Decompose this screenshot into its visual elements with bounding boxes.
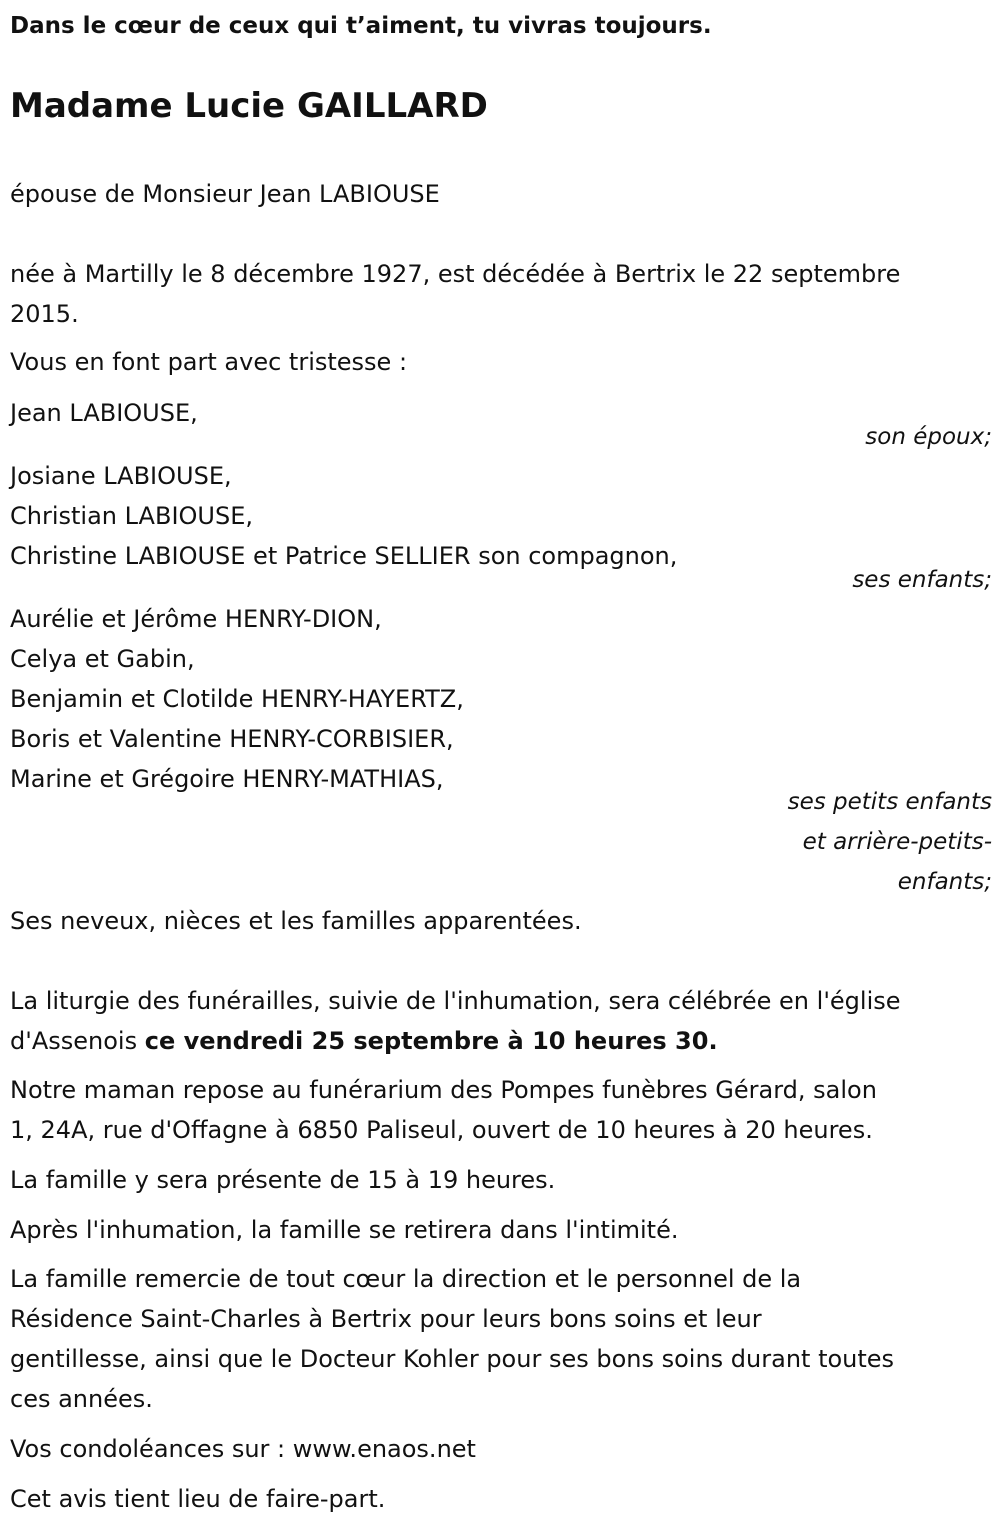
birth-death-line: 2015. bbox=[10, 300, 79, 328]
thanks-line: La famille remercie de tout cœur la direction et le personnel de la bbox=[10, 1265, 802, 1293]
family-name-line: Christine LABIOUSE et Patrice SELLIER son compagnon, bbox=[10, 542, 678, 570]
thanks-line: Résidence Saint-Charles à Bertrix pour leurs bons soins et leur bbox=[10, 1305, 762, 1333]
family-name-line: Boris et Valentine HENRY-CORBISIER, bbox=[10, 725, 454, 753]
funerarium-line: Notre maman repose au funérarium des Pompes funèbres Gérard, salon bbox=[10, 1076, 877, 1104]
thanks-paragraph bbox=[10, 1259, 992, 1419]
family-others: Ses neveux, nièces et les familles apparentées. bbox=[10, 907, 582, 935]
role-children: ses enfants; bbox=[852, 567, 992, 593]
family-children-names bbox=[10, 456, 992, 576]
liturgy-place: d'Assenois bbox=[10, 1027, 145, 1055]
family-name-line: Christian LABIOUSE, bbox=[10, 502, 253, 530]
family-grandchildren-names bbox=[10, 599, 992, 799]
role-line: enfants; bbox=[897, 869, 992, 895]
birth-death-paragraph bbox=[10, 254, 992, 334]
deceased-name: Madame Lucie GAILLARD bbox=[10, 86, 488, 126]
condolences-line: Vos condoléances sur : www.enaos.net bbox=[10, 1435, 476, 1463]
family-name-line: Aurélie et Jérôme HENRY-DION, bbox=[10, 605, 382, 633]
announce-line: Vous en font part avec tristesse : bbox=[10, 348, 408, 376]
liturgy-line: La liturgie des funérailles, suivie de l'inhumation, sera célébrée en l'église bbox=[10, 987, 901, 1015]
role-spouse: son époux; bbox=[865, 424, 992, 450]
funerarium-paragraph bbox=[10, 1070, 992, 1150]
spouse-line: épouse de Monsieur Jean LABIOUSE bbox=[10, 180, 440, 208]
epigraph: Dans le cœur de ceux qui t’aiment, tu vivras toujours. bbox=[10, 13, 712, 39]
family-spouse-names bbox=[10, 393, 992, 433]
family-name-line: Benjamin et Clotilde HENRY-HAYERTZ, bbox=[10, 685, 464, 713]
liturgy-datetime: ce vendredi 25 septembre à 10 heures 30. bbox=[144, 1027, 718, 1055]
thanks-line: gentillesse, ainsi que le Docteur Kohler pour ses bons soins durant toutes bbox=[10, 1345, 895, 1373]
notice-line: Cet avis tient lieu de faire-part. bbox=[10, 1485, 386, 1513]
role-line: ses petits enfants bbox=[787, 789, 992, 815]
family-name-line: Josiane LABIOUSE, bbox=[10, 462, 232, 490]
liturgy-paragraph bbox=[10, 981, 992, 1061]
family-name-line: Jean LABIOUSE, bbox=[10, 399, 198, 427]
role-grandchildren bbox=[788, 782, 992, 902]
liturgy-line bbox=[10, 1021, 992, 1061]
role-line: et arrière-petits- bbox=[802, 829, 992, 855]
funerarium-line: 1, 24A, rue d'Offagne à 6850 Paliseul, ouvert de 10 heures à 20 heures. bbox=[10, 1116, 873, 1144]
intimacy-line: Après l'inhumation, la famille se retirera dans l'intimité. bbox=[10, 1216, 679, 1244]
thanks-line: ces années. bbox=[10, 1385, 153, 1413]
family-name-line: Marine et Grégoire HENRY-MATHIAS, bbox=[10, 765, 444, 793]
birth-death-line: née à Martilly le 8 décembre 1927, est décédée à Bertrix le 22 septembre bbox=[10, 260, 901, 288]
presence-line: La famille y sera présente de 15 à 19 heures. bbox=[10, 1166, 556, 1194]
family-name-line: Celya et Gabin, bbox=[10, 645, 195, 673]
